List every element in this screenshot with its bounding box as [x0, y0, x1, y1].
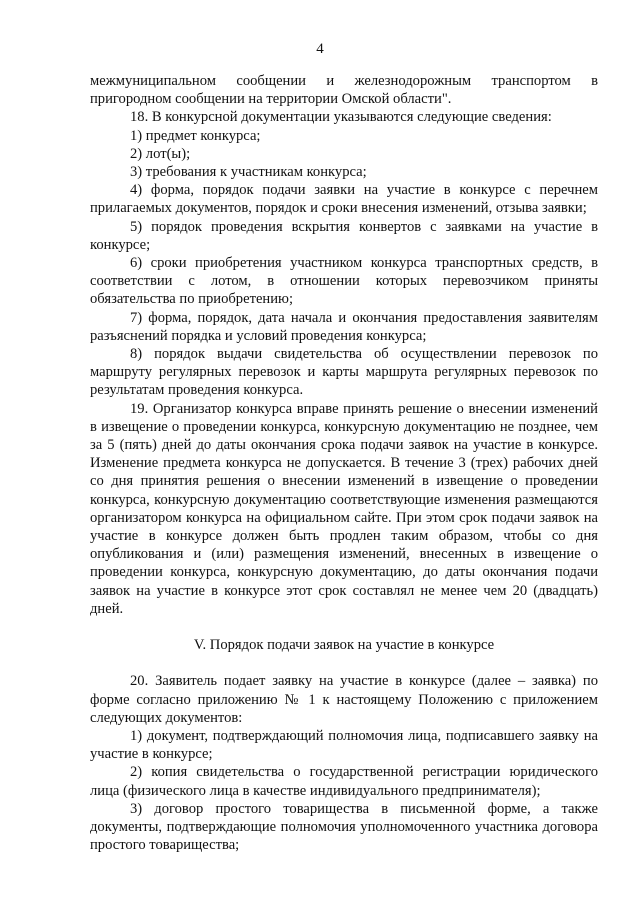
- paragraph: 2) копия свидетельства о государственной регистрации юридического лица (физического лица в качестве индивидуального предпринимателя);: [90, 764, 598, 799]
- paragraph: 20. Заявитель подает заявку на участие в конкурсе (далее – заявка) по форме согласно приложению № 1 к настоящему Положению с приложением следующих документов:: [90, 673, 598, 726]
- paragraph: 19. Организатор конкурса вправе принять решение о внесении изменений в извещение о проведении конкурса, конкурсную документацию не позднее, чем за 5 (пять) дней до даты окончания срока подачи заявок на участие в конкурсе. Изменение предмета конкурса не допускается. В течение 3 (трех) рабочих дней со дня принятия решения о внесении изменений в извещение о проведении конкурса, конкурсную документацию соответствующие изменения размещаются организатором конкурса на официальном сайте. При этом срок подачи заявок на участие в конкурсе должен быть продлен таким образом, чтобы со дня опубликования и (или) размещения изменений, внесенных в извещение о проведении конкурса, конкурсную документацию, до даты окончания подачи заявок на участие в конкурсе этот срок составлял не менее чем 20 (двадцать) дней.: [90, 400, 598, 617]
- document-body: [90, 72, 598, 854]
- paragraph: 6) сроки приобретения участником конкурса транспортных средств, в соответствии с лотом, в отношении которых перевозчиком приняты обязательства по приобретению;: [90, 255, 598, 308]
- paragraphs-before-heading: [90, 72, 598, 618]
- page-number: 4: [316, 41, 324, 57]
- paragraph: 2) лот(ы);: [130, 145, 191, 162]
- paragraph: 3) требования к участникам конкурса;: [130, 164, 367, 181]
- paragraph: 1) предмет конкурса;: [130, 127, 261, 144]
- paragraph: 3) договор простого товарищества в письменной форме, а также документы, подтверждающие полномочия уполномоченного участника договора простого товарищества;: [90, 800, 598, 854]
- paragraph: межмуниципальном сообщении и железнодорожным транспортом в пригородном сообщении на территории Омской области".: [90, 73, 598, 108]
- paragraphs-after-heading: [90, 672, 598, 854]
- paragraph: 18. В конкурсной документации указываются следующие сведения:: [130, 109, 552, 126]
- section-heading: V. Порядок подачи заявок на участие в конкурсе: [193, 637, 495, 654]
- paragraph: 7) форма, порядок, дата начала и окончания предоставления заявителям разъяснений порядка и условий проведения конкурса;: [90, 309, 598, 344]
- paragraph: 4) форма, порядок подачи заявки на участие в конкурсе с перечнем прилагаемых документов, порядок и сроки внесения изменений, отзыва заявки;: [90, 182, 598, 217]
- paragraph: 5) порядок проведения вскрытия конвертов с заявками на участие в конкурсе;: [90, 218, 598, 253]
- paragraph: 8) порядок выдачи свидетельства об осуществлении перевозок по маршруту регулярных перевозок и карты маршрута регулярных перевозок по результатам проведения конкурса.: [90, 346, 598, 399]
- paragraph: 1) документ, подтверждающий полномочия лица, подписавшего заявку на участие в конкурсе;: [90, 727, 598, 763]
